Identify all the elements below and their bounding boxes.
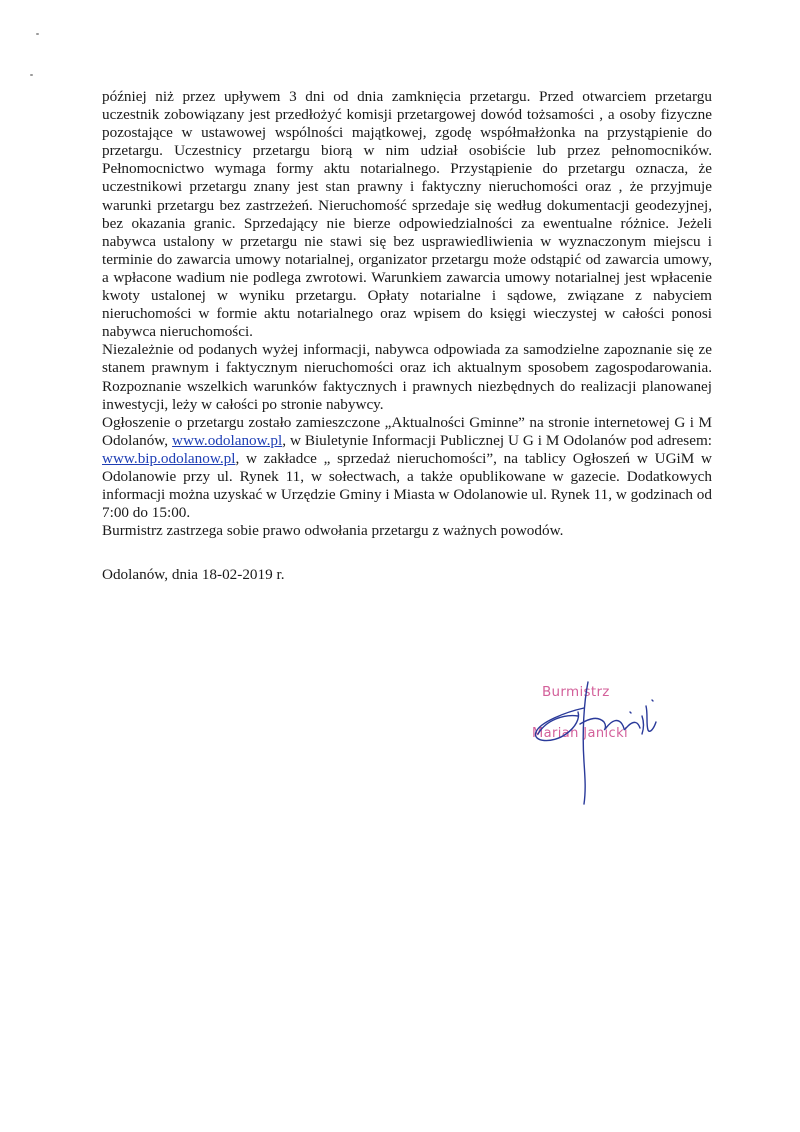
scan-speck — [30, 74, 33, 76]
stamp-name: Marian Janicki — [532, 726, 629, 741]
document-body — [102, 88, 712, 540]
place-and-date: Odolanów, dnia 18-02-2019 r. — [102, 566, 285, 583]
mayor-stamp — [518, 672, 668, 812]
paragraph-publication-info — [102, 414, 712, 523]
publication-text-part-3: , w zakładce „ sprzedaż nieruchomości”, na tablicy Ogłoszeń w UGiM w Odolanowie przy ul. Rynek 11, w sołectwach, a także opublikowane w gazecie. Dodatkowych informacji można uzyskać w Urzędzie Gminy i Miasta w Odolanowie ul. Rynek 11, w godzinach od 7:00 do 15:00. — [102, 449, 712, 522]
publication-text-part-2: , w Biuletynie Informacji Publicznej U G i M Odolanów pod adresem: — [282, 431, 712, 449]
bip-website-link[interactable]: www.bip.odolanow.pl — [102, 449, 236, 467]
scan-speck — [36, 33, 39, 35]
publication-text-part-1: Ogłoszenie o przetargu zostało zamieszczone „Aktualności Gminne” na stronie internetowej G i M Odolanów, — [102, 413, 712, 449]
paragraph-buyer-responsibility: Niezależnie od podanych wyżej informacji, nabywca odpowiada za samodzielne zapoznanie się ze stanem prawnym i faktycznym nieruchomości oraz ich aktualnym sposobem zagospodarowania. Rozpoznanie wszelkich warunków faktycznych i prawnych niezbędnych do realizacji planowanej inwestycji, leży w całości po stronie nabywcy. — [102, 341, 712, 413]
odolanow-website-link[interactable]: www.odolanow.pl — [172, 431, 283, 449]
closing-statement: Burmistrz zastrzega sobie prawo odwołania przetargu z ważnych powodów. — [102, 522, 564, 540]
paragraph-auction-terms: później niż przez upływem 3 dni od dnia zamknięcia przetargu. Przed otwarciem przetargu uczestnik zobowiązany jest przedłożyć komisji przetargowej dowód tożsamości , a osoby fizyczne pozostające w ustawowej wspólności majątkowej, zgodę współmałżonka na przystąpienie do przetargu. Uczestnicy przetargu biorą w nim udział osobiście lub przez pełnomocników. Pełnomocnictwo wymaga formy aktu notarialnego. Przystąpienie do przetargu oznacza, że uczestnikowi przetargu znany jest stan prawny i faktyczny nieruchomości oraz , że przyjmuje warunki przetargu bez zastrzeżeń. Nieruchomość sprzedaje się według dokumentacji geodezyjnej, bez okazania granic. Sprzedający nie bierze odpowiedzialności za ewentualne różnice. Jeżeli nabywca ustalony w przetargu nie stawi się bez usprawiedliwienia w wyznaczonym miejscu i terminie do zawarcia umowy notarialnej, organizator przetargu może odstąpić od zawarcia umowy, a wpłacone wadium nie podlega zwrotowi. Warunkiem zawarcia umowy notarialnej jest wpłacenie kwoty ustalonej w wyniku przetargu. Opłaty notarialne i sądowe, związane z nabyciem nieruchomości w formie aktu notarialnego oraz wpisem do księgi wieczystej w całości ponosi nabywca nieruchomości. — [102, 88, 712, 341]
stamp-title: Burmistrz — [542, 684, 610, 700]
handwritten-signature — [518, 672, 668, 812]
